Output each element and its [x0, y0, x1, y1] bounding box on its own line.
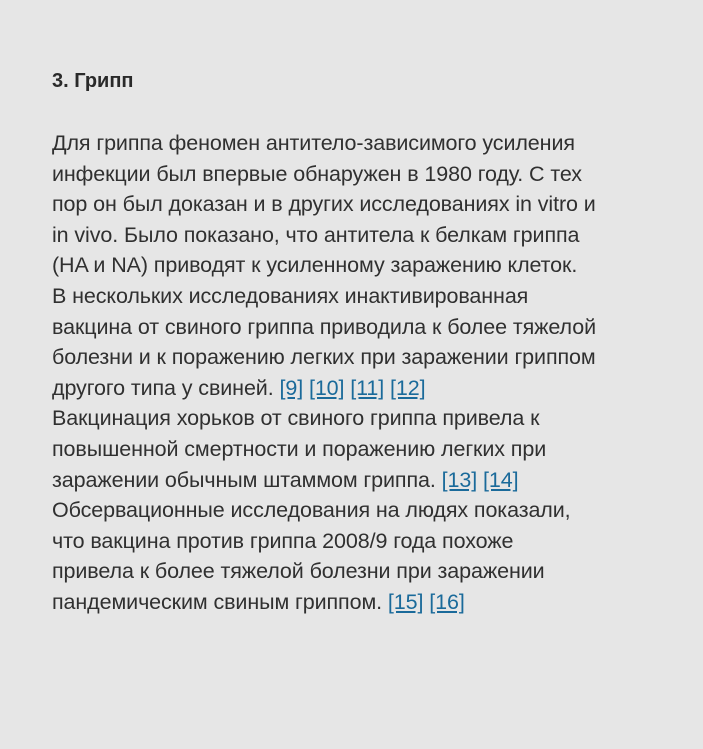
text-line-with-refs — [52, 465, 702, 496]
reference-link-13[interactable]: [13] — [441, 467, 478, 492]
text-line-with-refs — [52, 587, 702, 618]
text-segment: пандемическим свиным гриппом. — [52, 589, 383, 614]
reference-link-10[interactable]: [10] — [308, 375, 345, 400]
text-line: Вакцинация хорьков от свиного гриппа привела к — [52, 406, 540, 431]
text-line: in vivo. Было показано, что антитела к белкам гриппа — [52, 222, 580, 247]
text-line: (HA и NA) приводят к усиленному заражению клеток. — [52, 253, 578, 278]
text-line: Обсервационные исследования на людях показали, — [52, 498, 571, 523]
text-segment: заражении обычным штаммом гриппа. — [52, 467, 436, 492]
text-line: пор он был доказан и в других исследованиях in vitro и — [52, 192, 596, 217]
text-line: инфекции был впервые обнаружен в 1980 году. С тех — [52, 161, 582, 186]
text-line: привела к более тяжелой болезни при заражении — [52, 559, 545, 584]
text-line: повышенной смертности и поражению легких при — [52, 436, 547, 461]
text-line: Для гриппа феномен антитело-зависимого усиления — [52, 131, 575, 155]
reference-link-9[interactable]: [9] — [279, 375, 304, 400]
reference-link-12[interactable]: [12] — [390, 375, 426, 400]
reference-link-16[interactable]: [16] — [429, 589, 465, 614]
reference-link-14[interactable]: [14] — [482, 467, 519, 492]
text-line-with-refs — [52, 373, 702, 404]
section-heading: 3. Грипп — [52, 70, 134, 92]
text-line: что вакцина против гриппа 2008/9 года похоже — [52, 528, 514, 553]
reference-link-11[interactable]: [11] — [350, 375, 385, 400]
text-line: болезни и к поражению легких при заражении гриппом — [52, 345, 596, 370]
text-segment: другого типа у свиней. — [52, 375, 274, 400]
reference-link-15[interactable]: [15] — [387, 589, 424, 614]
section-paragraph — [52, 128, 702, 618]
text-line: вакцина от свиного гриппа приводила к более тяжелой — [52, 314, 597, 339]
text-line: В нескольких исследованиях инактивированная — [52, 283, 529, 308]
